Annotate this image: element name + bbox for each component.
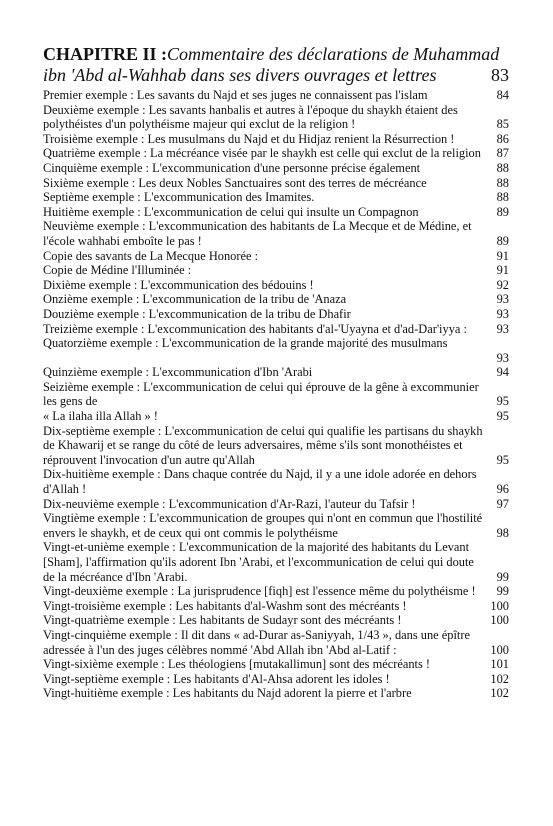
toc-entry-page: 88 bbox=[496, 175, 509, 190]
toc-entry-title: Quinzième exemple : L'excommunication d'Ibn 'Arabi bbox=[43, 365, 313, 380]
toc-entry[interactable] bbox=[43, 409, 509, 424]
toc-entry[interactable] bbox=[43, 380, 509, 409]
toc-entry-page: 84 bbox=[496, 88, 509, 102]
toc-entry[interactable] bbox=[43, 190, 509, 205]
toc-entry[interactable] bbox=[43, 613, 509, 628]
toc-entry-title: Premier exemple : Les savants du Najd et ses juges ne connaissent pas l'islam bbox=[43, 88, 428, 102]
toc-entries bbox=[43, 88, 509, 701]
toc-entry-title: Vingt-troisième exemple : Les habitants d'al-Washm sont des mécréants ! bbox=[43, 598, 407, 613]
toc-entry-page: 99 bbox=[496, 584, 509, 599]
toc-entry-page: 88 bbox=[496, 160, 509, 175]
toc-entry-page: 91 bbox=[496, 263, 509, 278]
toc-entry[interactable] bbox=[43, 278, 509, 293]
toc-entry-page: 101 bbox=[490, 657, 509, 672]
toc-entry-title: Douzième exemple : L'excommunication de la tribu de Dhafir bbox=[43, 306, 351, 321]
toc-entry-title: Copie de Médine l'Illuminée : bbox=[43, 263, 192, 278]
toc-entry-page: 93 bbox=[496, 292, 509, 307]
toc-entry-title: Septième exemple : L'excommunication des Imamites. bbox=[43, 190, 315, 205]
toc-entry[interactable] bbox=[43, 511, 509, 540]
toc-entry[interactable] bbox=[43, 365, 509, 380]
toc-entry-title: Huitième exemple : L'excommunication de celui qui insulte un Compagnon bbox=[43, 204, 419, 219]
toc-entry-page: 102 bbox=[490, 671, 509, 686]
toc-entry-title: « La ilaha illa Allah » ! bbox=[43, 409, 158, 424]
toc-entry-title: Treizième exemple : L'excommunication des habitants d'al-'Uyayna et d'ad-Dar'iyya : bbox=[43, 321, 467, 336]
toc-entry[interactable] bbox=[43, 88, 509, 103]
toc-entry-title: Cinquième exemple : L'excommunication d'une personne précise également bbox=[43, 160, 421, 175]
toc-entry-page: 100 bbox=[490, 642, 509, 657]
toc-entry-page: 97 bbox=[496, 496, 509, 511]
toc-entry-page: 85 bbox=[496, 117, 509, 132]
toc-entry-page: 100 bbox=[490, 598, 509, 613]
toc-entry-page: 87 bbox=[496, 146, 509, 161]
toc-entry-title: Vingt-et-unième exemple : L'excommunication de la majorité des habitants du Levant [Sham], l'affirmation qu'ils adorent Ibn 'Arabi, et l'excommunication de celui qui doute de la mécréance d'Ibn 'Arabi. bbox=[43, 540, 474, 584]
toc-entry-title: Deuxième exemple : Les savants hanbalis et autres à l'époque du shaykh étaient des polythéistes d'un polythéisme majeur qui exclut de la religion ! bbox=[43, 102, 458, 132]
toc-entry-title: Copie des savants de La Mecque Honorée : bbox=[43, 248, 259, 263]
toc-entry[interactable] bbox=[43, 540, 509, 584]
toc-entry[interactable] bbox=[43, 672, 509, 687]
toc-entry[interactable] bbox=[43, 628, 509, 657]
toc-entry-page: 98 bbox=[496, 525, 509, 540]
toc-entry[interactable] bbox=[43, 657, 509, 672]
toc-entry-page: 100 bbox=[490, 613, 509, 628]
chapter-page-number: 83 bbox=[491, 65, 509, 85]
toc-entry-page: 102 bbox=[490, 686, 509, 701]
toc-entry[interactable] bbox=[43, 263, 509, 278]
toc-entry-page: 89 bbox=[496, 204, 509, 219]
toc-entry-page: 93 bbox=[496, 350, 509, 365]
chapter-label: CHAPITRE II : bbox=[43, 44, 168, 64]
toc-entry-page: 88 bbox=[496, 190, 509, 205]
toc-entry-title: Sixième exemple : Les deux Nobles Sanctuaires sont des terres de mécréance bbox=[43, 175, 427, 190]
toc-entry-page: 92 bbox=[496, 277, 509, 292]
toc-entry[interactable] bbox=[43, 599, 509, 614]
toc-entry[interactable] bbox=[43, 467, 509, 496]
toc-entry[interactable] bbox=[43, 146, 509, 161]
toc-entry[interactable] bbox=[43, 249, 509, 264]
toc-entry-page: 95 bbox=[496, 394, 509, 409]
toc-entry-title: Vingt-cinquième exemple : Il dit dans « ad-Durar as-Saniyyah, 1/43 », dans une épître adressée à l'un des juges célèbres nommé 'Abd Allah ibn 'Abd al-Latif : bbox=[43, 627, 470, 657]
toc-entry-title: Dix-huitième exemple : Dans chaque contrée du Najd, il y a une idole adorée en dehors d'Allah ! bbox=[43, 467, 477, 497]
toc-entry-page: 89 bbox=[496, 233, 509, 248]
toc-entry[interactable] bbox=[43, 336, 509, 365]
toc-entry[interactable] bbox=[43, 424, 509, 468]
toc-entry[interactable] bbox=[43, 307, 509, 322]
toc-entry-title: Dixième exemple : L'excommunication des bédouins ! bbox=[43, 277, 314, 292]
toc-entry-title: Vingt-quatrième exemple : Les habitants de Sudayr sont des mécréants ! bbox=[43, 613, 402, 628]
toc-entry[interactable] bbox=[43, 322, 509, 337]
toc-entry-title: Dix-septième exemple : L'excommunication de celui qui qualifie les partisans du shaykh de Khawarij et se range du côté de leurs adversaires, même s'ils sont monothéistes et réprouvent l'invocation d'un autre qu'Allah bbox=[43, 423, 483, 467]
toc-entry-page: 94 bbox=[496, 365, 509, 380]
toc-entry[interactable] bbox=[43, 292, 509, 307]
toc-entry-title: Vingt-huitième exemple : Les habitants du Najd adorent la pierre et l'arbre bbox=[43, 686, 412, 701]
toc-entry-title: Vingt-sixième exemple : Les théologiens [mutakallimun] sont des mécréants ! bbox=[43, 657, 431, 672]
toc-entry-title: Neuvième exemple : L'excommunication des habitants de La Mecque et de Médine, et l'école wahhabi emboîte le pas ! bbox=[43, 219, 472, 248]
toc-entry-title: Vingt-septième exemple : Les habitants d'Al-Ahsa adorent les idoles ! bbox=[43, 671, 390, 686]
toc-entry-title: Seizième exemple : L'excommunication de celui qui éprouve de la gêne à excommunier les gens de bbox=[43, 379, 479, 409]
toc-entry-page: 93 bbox=[496, 321, 509, 336]
table-of-contents bbox=[43, 44, 509, 701]
toc-entry-page: 95 bbox=[496, 409, 509, 424]
toc-entry-title: Quatrième exemple : La mécréance visée par le shaykh est celle qui exclut de la religion bbox=[43, 146, 481, 161]
toc-entry-title: Quatorzième exemple : L'excommunication de la grande majorité des musulmans bbox=[43, 336, 448, 351]
toc-entry-title: Vingtième exemple : L'excommunication de groupes qui n'ont en commun que l'hostilité envers le shaykh, et de ceux qui ont commis le polythéisme bbox=[43, 511, 483, 540]
toc-entry-page: 96 bbox=[496, 482, 509, 497]
toc-entry[interactable] bbox=[43, 497, 509, 512]
toc-entry[interactable] bbox=[43, 584, 509, 599]
chapter-title: Commentaire des déclarations de Muhammad ibn 'Abd al-Wahhab dans ses divers ouvrages et lettres bbox=[43, 44, 500, 85]
toc-entry[interactable] bbox=[43, 176, 509, 191]
toc-entry-page: 91 bbox=[496, 248, 509, 263]
toc-entry-page: 93 bbox=[496, 306, 509, 321]
toc-entry[interactable] bbox=[43, 686, 509, 701]
toc-entry-title: Vingt-deuxième exemple : La jurisprudence [fiqh] est l'essence même du polythéisme ! bbox=[43, 584, 476, 599]
toc-entry[interactable] bbox=[43, 161, 509, 176]
toc-entry-page: 86 bbox=[496, 131, 509, 146]
toc-entry[interactable] bbox=[43, 219, 509, 248]
toc-entry[interactable] bbox=[43, 132, 509, 147]
toc-entry-page: 99 bbox=[496, 569, 509, 584]
toc-entry-page: 95 bbox=[496, 452, 509, 467]
toc-entry-title: Onzième exemple : L'excommunication de la tribu de 'Anaza bbox=[43, 292, 347, 307]
toc-entry-title: Troisième exemple : Les musulmans du Najd et du Hidjaz renient la Résurrection ! bbox=[43, 131, 455, 146]
chapter-heading bbox=[43, 44, 509, 86]
toc-entry[interactable] bbox=[43, 205, 509, 220]
toc-entry-title: Dix-neuvième exemple : L'excommunication d'Ar-Razi, l'auteur du Tafsir ! bbox=[43, 496, 416, 511]
toc-entry[interactable] bbox=[43, 103, 509, 132]
